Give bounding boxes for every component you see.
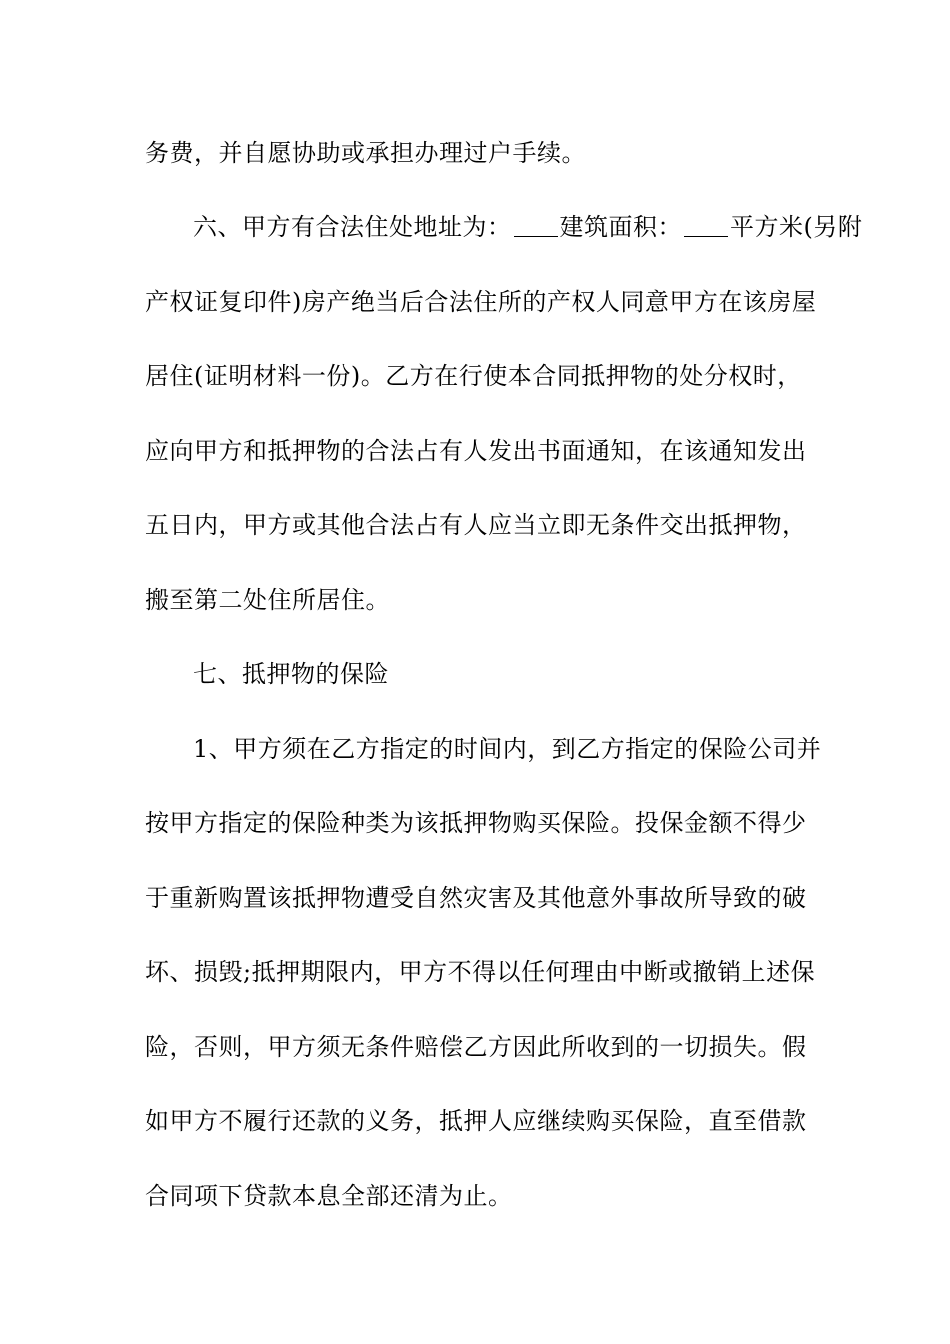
text-line-6: 五日内，甲方或其他合法占有人应当立即无条件交出抵押物， bbox=[145, 511, 807, 539]
text-line-3: 产权证复印件)房产绝当后合法住所的产权人同意甲方在该房屋 bbox=[145, 288, 817, 316]
blank-field-address bbox=[514, 210, 558, 237]
text-line-15: 合同项下贷款本息全部还清为止。 bbox=[145, 1182, 513, 1210]
text-line-12: 坏、损毁;抵押期限内，甲方不得以任何理由中断或撤销上述保 bbox=[145, 958, 816, 986]
text-line-14: 如甲方不履行还款的义务，抵押人应继续购买保险，直至借款 bbox=[145, 1107, 807, 1135]
text-segment-address-label: 六、甲方有合法住处地址为： bbox=[193, 213, 512, 241]
section-heading-insurance: 七、抵押物的保险 bbox=[193, 660, 389, 688]
text-line-13: 险，否则，甲方须无条件赔偿乙方因此所收到的一切损失。假 bbox=[145, 1033, 807, 1061]
text-line-9: 1、甲方须在乙方指定的时间内，到乙方指定的保险公司并 bbox=[193, 735, 822, 763]
text-line-4: 居住(证明材料一份)。乙方在行使本合同抵押物的处分权时， bbox=[145, 362, 802, 390]
text-line-7: 搬至第二处住所居住。 bbox=[145, 586, 390, 614]
text-line-2 bbox=[193, 207, 863, 247]
text-line-5: 应向甲方和抵押物的合法占有人发出书面通知，在该通知发出 bbox=[145, 437, 807, 465]
text-line-10: 按甲方指定的保险种类为该抵押物购买保险。投保金额不得少 bbox=[145, 809, 807, 837]
blank-field-area bbox=[684, 210, 728, 237]
text-line-11: 于重新购置该抵押物遭受自然灾害及其他意外事故所导致的破 bbox=[145, 884, 807, 912]
text-segment-area-label: 建筑面积： bbox=[559, 213, 682, 241]
text-line-1: 务费，并自愿协助或承担办理过户手续。 bbox=[145, 139, 586, 167]
text-segment-area-unit: 平方米(另附 bbox=[730, 213, 863, 241]
